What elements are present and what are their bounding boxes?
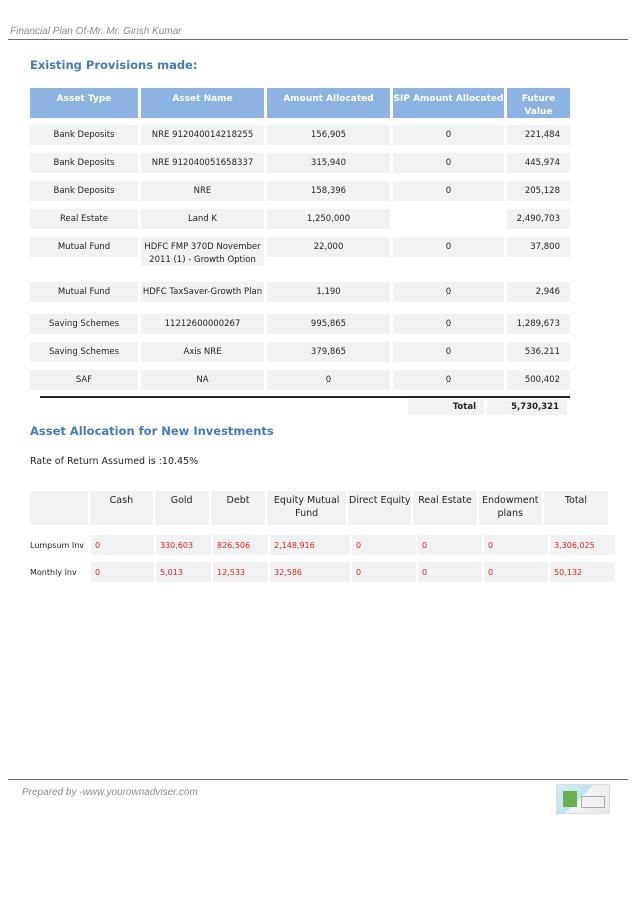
table-cell: 0 xyxy=(418,562,482,582)
table-cell: 0 xyxy=(352,535,416,555)
table-cell: 0 xyxy=(393,181,504,201)
rate-of-return-text: Rate of Return Assumed is :10.45% xyxy=(30,456,199,467)
section-title-existing-provisions: Existing Provisions made: xyxy=(30,58,198,72)
table-cell: 0 xyxy=(393,314,504,334)
total-divider xyxy=(40,396,570,398)
table-cell: 0 xyxy=(418,535,482,555)
table-cell: Bank Deposits xyxy=(30,125,138,145)
table-cell: Real Estate xyxy=(30,209,138,229)
table-cell: 0 xyxy=(393,125,504,145)
table-cell: 536,211 xyxy=(507,342,570,362)
column-header: Real Estate xyxy=(413,491,476,525)
table-cell: Land K xyxy=(141,209,264,229)
table-cell: 0 xyxy=(91,535,154,555)
table-cell: 0 xyxy=(393,342,504,362)
allocation-table xyxy=(30,491,608,577)
column-header: Amount Allocated xyxy=(267,88,390,118)
table-row xyxy=(30,282,570,302)
total-value: 5,730,321 xyxy=(487,399,567,415)
column-header: Total xyxy=(544,491,608,525)
table-cell: 500,402 xyxy=(507,370,570,390)
table-cell: 445,974 xyxy=(507,153,570,173)
table-row xyxy=(30,314,570,334)
table-cell: 0 xyxy=(91,562,154,582)
table-cell: 2,148,916 xyxy=(270,535,350,555)
table-cell: 5,013 xyxy=(156,562,211,582)
column-header: Equity Mutual Fund xyxy=(267,491,346,525)
table-cell: NA xyxy=(141,370,264,390)
column-header: Direct Equity xyxy=(348,491,411,525)
table-cell: NRE xyxy=(141,181,264,201)
provisions-table-header xyxy=(30,88,570,118)
table-cell: 158,396 xyxy=(267,181,390,201)
table-cell: 315,940 xyxy=(267,153,390,173)
table-cell: 205,128 xyxy=(507,181,570,201)
header-divider xyxy=(8,39,628,40)
table-cell: 22,000 xyxy=(267,237,390,257)
page-footer: Prepared by -www.yourownadviser.com xyxy=(22,787,198,798)
table-row xyxy=(30,153,570,173)
table-cell: 37,800 xyxy=(507,237,570,257)
row-label: Lumpsum Inv xyxy=(30,535,89,555)
table-cell: 0 xyxy=(352,562,416,582)
table-cell: 0 xyxy=(484,562,548,582)
table-row xyxy=(30,370,570,390)
table-cell: 1,289,673 xyxy=(507,314,570,334)
table-cell: Saving Schemes xyxy=(30,342,138,362)
table-cell: SAF xyxy=(30,370,138,390)
table-row xyxy=(30,562,615,582)
table-cell: 50,132 xyxy=(550,562,615,582)
table-row xyxy=(30,237,570,266)
column-header: SIP Amount Allocated xyxy=(393,88,504,118)
table-cell: 12,533 xyxy=(213,562,268,582)
table-cell: 0 xyxy=(393,237,504,257)
table-row xyxy=(30,125,570,145)
section-title-asset-allocation: Asset Allocation for New Investments xyxy=(30,424,274,438)
page-header: Financial Plan Of-Mr. Mr. Girish Kumar xyxy=(10,26,182,37)
footer-divider xyxy=(8,779,628,780)
table-cell: 379,865 xyxy=(267,342,390,362)
provisions-total-row xyxy=(408,399,567,415)
column-header: Debt xyxy=(211,491,265,525)
table-cell: NRE 912040014218255 xyxy=(141,125,264,145)
table-cell: 32,586 xyxy=(270,562,350,582)
allocation-table-header xyxy=(30,491,608,525)
column-header: Asset Type xyxy=(30,88,138,118)
table-cell: Bank Deposits xyxy=(30,181,138,201)
table-cell: 2,946 xyxy=(507,282,570,302)
row-label: Monthly Inv xyxy=(30,562,89,582)
table-cell: Axis NRE xyxy=(141,342,264,362)
table-row xyxy=(30,535,615,555)
table-cell: HDFC TaxSaver-Growth Plan xyxy=(141,282,264,302)
table-cell: 995,865 xyxy=(267,314,390,334)
table-cell: 1,190 xyxy=(267,282,390,302)
table-cell: HDFC FMP 370D November 2011 (1) - Growth Option xyxy=(141,237,264,266)
table-cell: 221,484 xyxy=(507,125,570,145)
table-cell: 0 xyxy=(393,153,504,173)
table-cell: 826,506 xyxy=(213,535,268,555)
table-cell: 330,603 xyxy=(156,535,211,555)
table-cell: Bank Deposits xyxy=(30,153,138,173)
table-cell: 0 xyxy=(484,535,548,555)
table-cell: 2,490,703 xyxy=(507,209,570,229)
table-cell: Saving Schemes xyxy=(30,314,138,334)
table-row xyxy=(30,342,570,362)
table-cell: 0 xyxy=(267,370,390,390)
logo-thumbnail-image xyxy=(556,784,610,814)
total-label: Total xyxy=(408,399,484,415)
table-cell: NRE 912040051658337 xyxy=(141,153,264,173)
table-cell: 156,905 xyxy=(267,125,390,145)
column-header xyxy=(30,491,88,525)
table-cell: Mutual Fund xyxy=(30,282,138,302)
table-cell: 3,306,025 xyxy=(550,535,615,555)
table-cell: 1,250,000 xyxy=(267,209,390,229)
table-cell xyxy=(393,209,504,229)
table-cell: 0 xyxy=(393,370,504,390)
table-cell: Mutual Fund xyxy=(30,237,138,257)
column-header: Asset Name xyxy=(141,88,264,118)
table-cell: 0 xyxy=(393,282,504,302)
table-row xyxy=(30,181,570,201)
column-header: Future Value xyxy=(507,88,570,118)
provisions-table xyxy=(30,88,570,385)
column-header: Endowment plans xyxy=(479,491,542,525)
table-row xyxy=(30,209,570,229)
column-header: Cash xyxy=(90,491,152,525)
column-header: Gold xyxy=(155,491,209,525)
table-cell: 11212600000267 xyxy=(141,314,264,334)
